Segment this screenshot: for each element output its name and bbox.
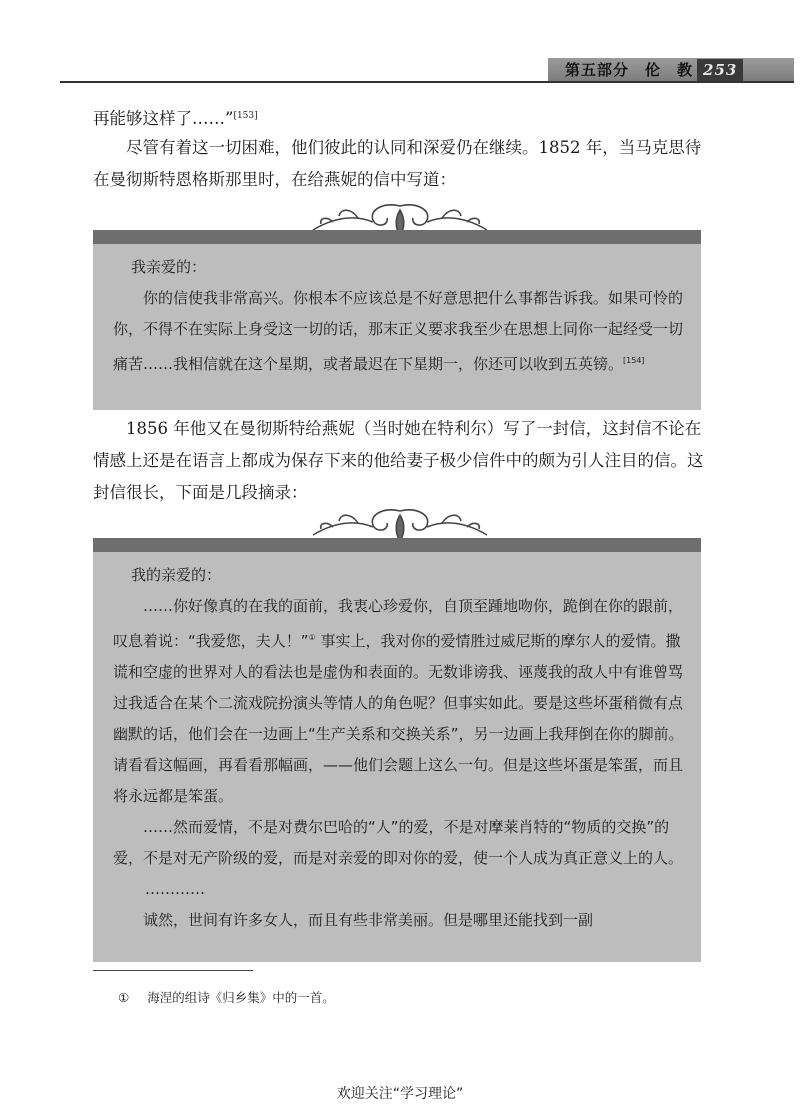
- citation-ref: [153]: [233, 111, 258, 121]
- page-footer: 欢迎关注“学习理论”: [336, 1086, 464, 1102]
- footnote-rule: [93, 970, 253, 971]
- letter-paragraph: ……然而爱情，不是对费尔巴哈的“人”的爱，不是对摩莱肖特的“物质的交换”的爱，不是对无产阶级的爱，而是对亲爱的即对你的爱，使一个人成为真正意义上的人。: [113, 818, 684, 867]
- header-rule: [60, 81, 794, 83]
- letter-excerpt-2: [93, 538, 701, 962]
- footnote-text: 海涅的组诗《归乡集》中的一首。: [147, 990, 335, 1005]
- letter-body-text: 你的信使我非常高兴。你根本不应该总是不好意思把什么事都告诉我。如果可怜的你，不得不在实际上身受这一切的话，那末正义要求我至少在思想上同你一起经受一切痛苦……我相信就在这个星期，或者最迟在下星期一，你还可以收到五英镑。: [113, 289, 684, 373]
- section-title: 第五部分 伦 教: [565, 61, 694, 79]
- letter-text: 事实上，我对你的爱情胜过威尼斯的摩尔人的爱情。撒谎和空虚的世界对人的看法也是虚伪和表面的。无数诽谤我、诬蔑我的敌人中有谁曾骂过我适合在某个二流戏院扮演头等情人的角色呢？但事实如此。要是这些坏蛋稍微有点幽默的话，他们会在一边画上“生产关系和交换关系”，另一边画上我拜倒在你的脚前。请看看这幅画，再看看那幅画，——他们会题上这么一句。但是这些坏蛋是笨蛋，而且将永远都是笨蛋。: [113, 632, 684, 805]
- letter-excerpt-1: [93, 230, 701, 410]
- running-header: [565, 59, 743, 81]
- footnote: [118, 988, 335, 1006]
- paragraph-intro-letter-1: 尽管有着这一切困难，他们彼此的认同和深爱仍在继续。1852 年，当马克思待在曼彻斯特恩格斯那里时，在给燕妮的信中写道：: [93, 138, 702, 189]
- footnote-mark: ①: [118, 990, 130, 1005]
- paragraph-continuation: [93, 100, 713, 135]
- letter-salutation: 我的亲爱的：: [131, 566, 222, 584]
- letter-body: [113, 283, 689, 380]
- letter-paragraph: 诚然，世间有许多女人，而且有些非常美丽。但是哪里还能找到一副: [143, 911, 594, 929]
- letter-salutation: 我亲爱的：: [131, 258, 207, 276]
- paragraph-intro-letter-2: 1856 年他又在曼彻斯特给燕妮（当时她在特利尔）写了一封信，这封信不论在情感上还是在语言上都成为保存下来的他给妻子极少信件中的颇为引人注目的信。这封信很长，下面是几段摘录：: [93, 419, 704, 502]
- ellipsis-line: …………: [145, 880, 205, 898]
- letter-text: ……你好像真的在我的面前，我衷心珍爱你，自顶至踵地吻你，跪倒在你的跟前，叹息着说：“我爱您，夫人！”: [113, 597, 684, 650]
- footnote-ref: ①: [308, 633, 316, 642]
- letter-paragraph: [113, 591, 689, 812]
- page-number: 253: [697, 59, 743, 81]
- paragraph-text: 再能够这样了……”: [93, 109, 234, 128]
- citation-ref: [154]: [623, 356, 645, 365]
